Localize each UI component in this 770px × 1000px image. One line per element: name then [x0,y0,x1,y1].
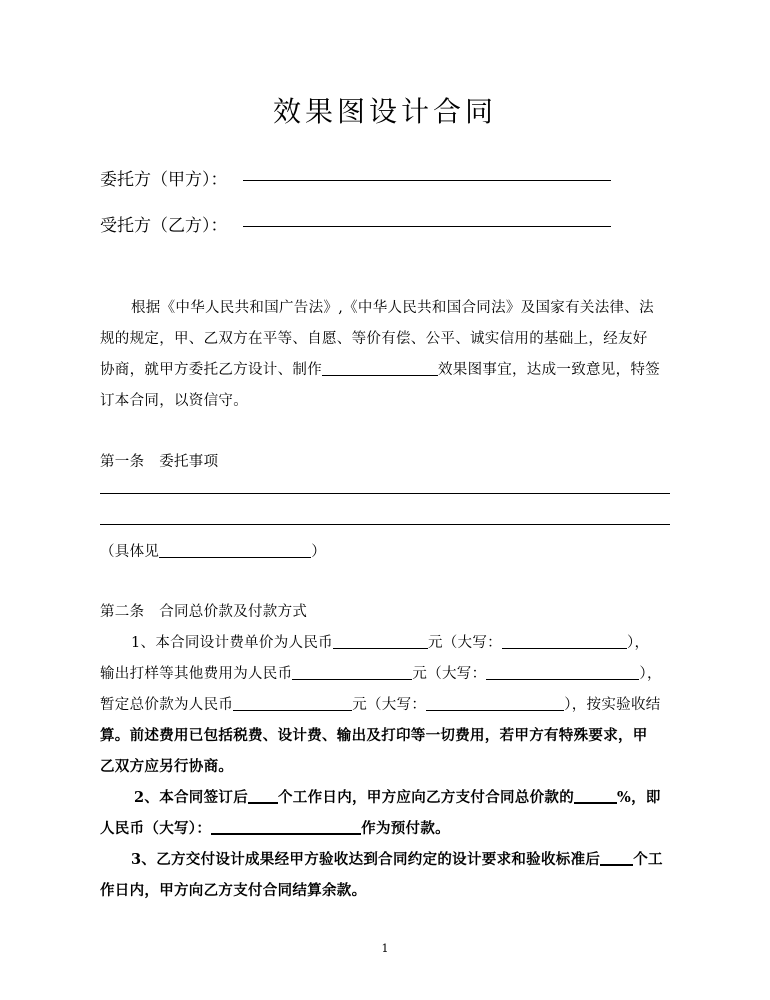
item-1-text: ）， [639,666,662,682]
article-1-detail [100,540,326,561]
article-1-heading: 第一条 委托事项 [100,454,219,470]
item-2-text: 2、本合同签订后 [134,789,248,806]
item-1-text: ）， [626,635,650,651]
party-a-blank [243,180,611,181]
item-2-text: 个工作日内，甲方应向乙方支付合同总价款的 [278,789,574,806]
design-fee-blank [333,634,428,649]
party-a-label: 委托方（甲方）： [100,170,228,190]
total-price-blank [233,696,352,711]
other-fee-words-blank [486,665,639,680]
item-1-line-3 [100,693,661,714]
item-1-line-5: 乙双方应另行协商。 [100,758,234,775]
project-blank [322,361,438,376]
design-fee-words-blank [502,634,627,649]
item-2-text: %，即 [617,789,661,806]
preamble-line-3 [100,358,660,379]
item-1-line-4: 算。前述费用已包括税费、设计费、输出及打印等一切费用，若甲方有特殊要求，甲 [100,727,648,744]
item-3-line-1 [131,848,663,869]
article-1-detail-suffix: ） [311,544,327,560]
percent-blank [574,788,617,804]
item-1-text: 元（大写： [427,635,502,651]
item-2-text: 作为预付款。 [361,820,450,837]
total-price-words-blank [426,696,564,711]
prepayment-blank [211,819,361,835]
item-1-text: ），按实验收结 [564,697,661,713]
item-1-text: 元（大写： [412,666,487,682]
item-1-text: 元（大写： [352,697,427,713]
preamble-line-3a: 协商，就甲方委托乙方设计、制作 [100,362,322,378]
item-1-line-2 [100,662,662,683]
article-1-rule-1 [100,493,670,494]
article-1-detail-prefix: （具体见 [100,544,160,560]
page-number: 1 [381,942,389,955]
item-2-text: 人民币（大写）： [100,820,212,837]
preamble-line-3b: 效果图事宜，达成一致意见，特签 [438,362,660,378]
article-1-rule-2 [100,524,670,525]
item-3-line-2: 作日内，甲方向乙方支付合同结算余款。 [100,882,367,899]
party-b-blank [243,226,611,227]
item-3-text: 个工 [633,851,663,868]
page-title: 效果图设计合同 [272,95,497,128]
item-1-text: 1、本合同设计费单价为人民币 [131,635,333,651]
item-1-line-1 [131,631,649,652]
item-1-text: 暂定总价款为人民币 [100,697,234,713]
item-2-line-1 [134,786,661,807]
preamble-line-1: 根据《中华人民共和国广告法》,《中华人民共和国合同法》及国家有关法律、法 [131,300,654,316]
article-1-detail-blank [159,543,311,558]
item-2-line-2 [100,817,450,838]
preamble-line-2: 规的规定，甲、乙双方在平等、自愿、等价有偿、公平、诚实信用的基础上，经友好 [100,331,648,347]
article-2-heading: 第二条 合同总价款及付款方式 [100,604,308,620]
party-b-label: 受托方（乙方）： [100,216,228,236]
preamble-line-4: 订本合同，以资信守。 [100,393,248,409]
workdays-blank [248,788,278,804]
item-3-text: 3、乙方交付设计成果经甲方验收达到合同约定的设计要求和验收标准后 [131,851,601,868]
settlement-days-blank [600,850,633,866]
other-fee-blank [292,665,412,680]
item-1-text: 输出打样等其他费用为人民币 [100,666,293,682]
